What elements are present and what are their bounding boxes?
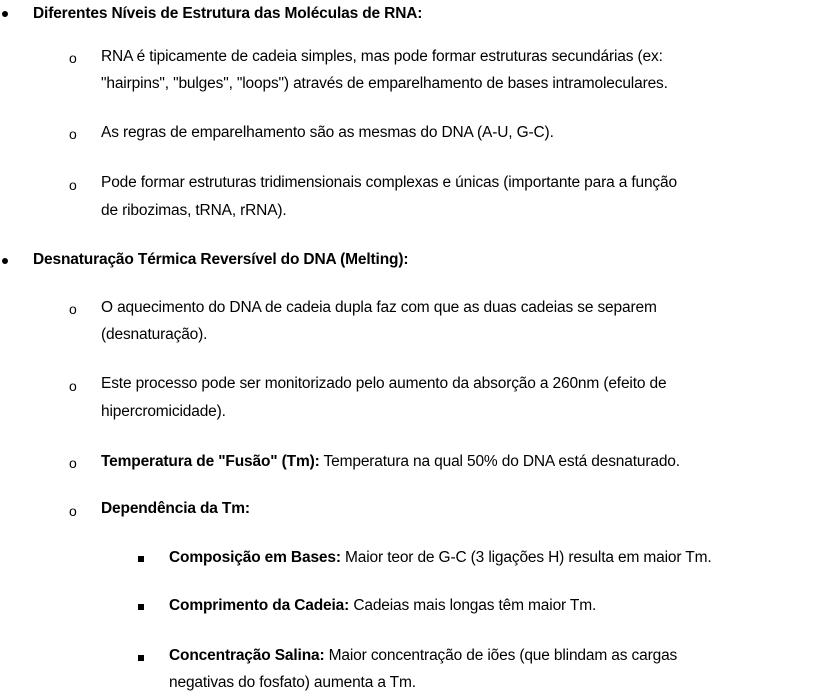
item-marker: o: [69, 126, 77, 142]
section-2-bullet: [2, 258, 8, 264]
item-marker: o: [69, 301, 77, 317]
item-marker: o: [69, 378, 77, 394]
base-composition-text: Composição em Bases: Maior teor de G-C (3 ligações H) resulta em maior Tm.: [169, 549, 712, 566]
item-marker: o: [69, 50, 77, 66]
subitem-marker: [138, 655, 144, 661]
item-marker: o: [69, 503, 77, 519]
tm-definition: Temperatura de "Fusão" (Tm): Temperatura na qual 50% do DNA está desnaturado.: [101, 453, 680, 470]
item-marker: o: [69, 455, 77, 471]
section-1-bullet: [2, 11, 8, 17]
salt-concentration-text-line-1: Concentração Salina: Maior concentração de iões (que blindam as cargas: [169, 647, 678, 664]
monitoring-text-line-2: hipercromicidade).: [101, 403, 226, 420]
heating-text-line-2: (desnaturação).: [101, 326, 208, 343]
heating-text-line-1: O aquecimento do DNA de cadeia dupla faz com que as duas cadeias se separem: [101, 299, 657, 316]
rna-structure-text-line-2: "hairpins", "bulges", "loops") através de emparelhamento de bases intramoleculares.: [101, 75, 668, 92]
tm-dependence-heading: Dependência da Tm:: [101, 500, 250, 517]
section-2-heading: Desnaturação Térmica Reversível do DNA (Melting):: [33, 251, 409, 268]
rna-structure-text-line-1: RNA é tipicamente de cadeia simples, mas pode formar estruturas secundárias (ex:: [101, 48, 663, 65]
tertiary-structure-text-line-2: de ribozimas, tRNA, rRNA).: [101, 202, 287, 219]
salt-concentration-text-line-2: negativas do fosfato) aumenta a Tm.: [169, 674, 416, 691]
pairing-rules-text: As regras de emparelhamento são as mesmas do DNA (A-U, G-C).: [101, 124, 554, 141]
subitem-marker: [138, 556, 144, 562]
chain-length-text: Comprimento da Cadeia: Cadeias mais longas têm maior Tm.: [169, 597, 597, 614]
monitoring-text-line-1: Este processo pode ser monitorizado pelo aumento da absorção a 260nm (efeito de: [101, 375, 667, 392]
section-1-heading: Diferentes Níveis de Estrutura das Moléculas de RNA:: [33, 5, 423, 22]
item-marker: o: [69, 177, 77, 193]
tertiary-structure-text-line-1: Pode formar estruturas tridimensionais complexas e únicas (importante para a função: [101, 174, 677, 191]
subitem-marker: [138, 604, 144, 610]
